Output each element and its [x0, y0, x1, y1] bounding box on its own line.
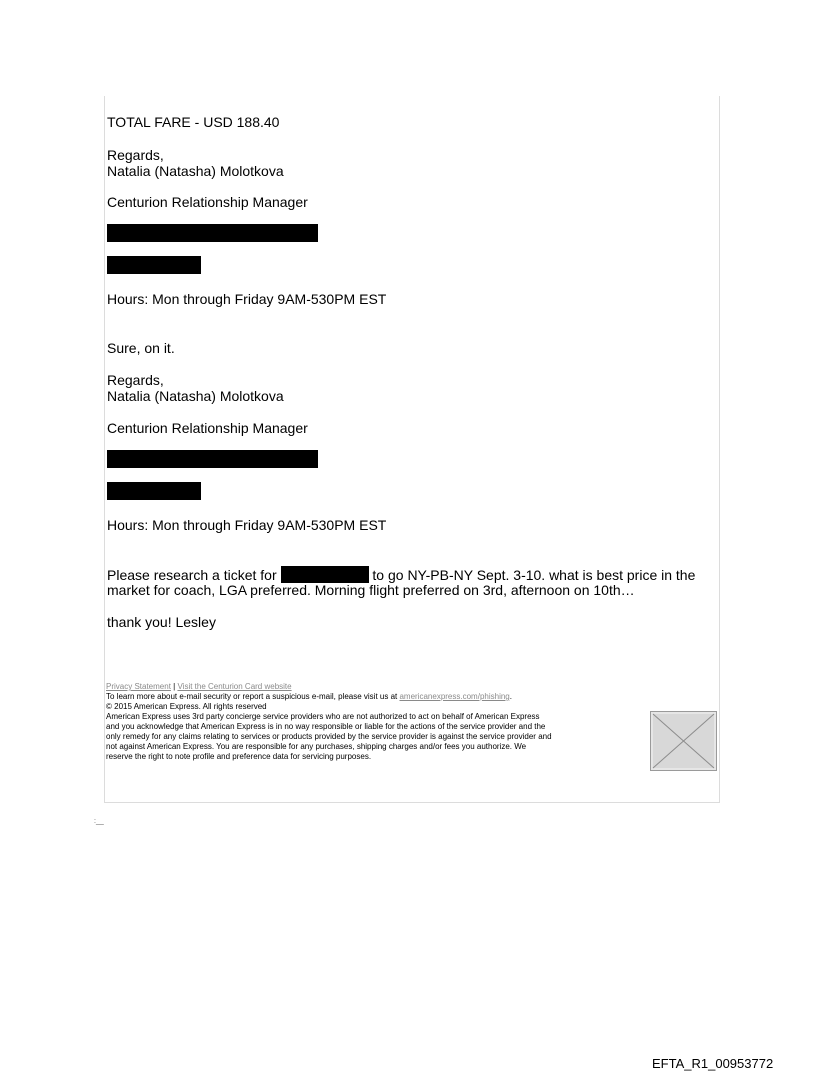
- sender-role: Centurion Relationship Manager: [107, 420, 308, 436]
- disclaimer-line: not against American Express. You are responsible for any purchases, shipping charges and/or fees you authorize. We: [106, 742, 527, 751]
- redaction-bar: [107, 256, 201, 274]
- inline-redaction-bar: [281, 566, 369, 583]
- request-line-1: [107, 566, 695, 583]
- disclaimer-line: American Express uses 3rd party concierge service providers who are not authorized to act on behalf of American Express: [106, 712, 540, 721]
- link-separator: |: [173, 682, 176, 691]
- hours-text: Hours: Mon through Friday 9AM-530PM EST: [107, 291, 387, 307]
- hours-text: Hours: Mon through Friday 9AM-530PM EST: [107, 517, 387, 533]
- centurion-website-link[interactable]: Visit the Centurion Card website: [177, 682, 292, 691]
- redaction-bar: [107, 482, 201, 500]
- request-text-before: Please research a ticket for: [107, 567, 277, 583]
- request-text-after: to go NY-PB-NY Sept. 3-10. what is best price in the: [372, 567, 696, 583]
- phishing-link[interactable]: americanexpress.com/phishing: [399, 692, 510, 701]
- redaction-bar: [107, 224, 318, 242]
- tiny-mark: :__: [94, 818, 104, 825]
- copyright-text: © 2015 American Express. All rights reserved: [106, 702, 267, 711]
- privacy-statement-link[interactable]: Privacy Statement: [106, 682, 171, 691]
- sender-role: Centurion Relationship Manager: [107, 194, 308, 210]
- disclaimer-line: and you acknowledge that American Express is in no way responsible or liable for the actions of the service provider and the: [106, 722, 546, 731]
- regards-text: Regards,: [107, 372, 164, 388]
- footer-links: [106, 682, 292, 692]
- security-text: To learn more about e-mail security or report a suspicious e-mail, please visit us at: [106, 692, 398, 701]
- sender-name: Natalia (Natasha) Molotkova: [107, 163, 284, 179]
- reply-message: Sure, on it.: [107, 340, 175, 356]
- redaction-bar: [107, 450, 318, 468]
- request-line-2: market for coach, LGA preferred. Morning flight preferred on 3rd, afternoon on 10th…: [107, 582, 635, 598]
- disclaimer-line: only remedy for any claims relating to services or products provided by the service provider is against the service provider and: [106, 732, 552, 741]
- regards-text: Regards,: [107, 147, 164, 163]
- document-id: EFTA_R1_00953772: [652, 1056, 774, 1071]
- total-fare-line: TOTAL FARE - USD 188.40: [107, 114, 280, 130]
- sender-name: Natalia (Natasha) Molotkova: [107, 388, 284, 404]
- signoff-text: thank you! Lesley: [107, 614, 216, 630]
- broken-image-icon: [650, 711, 717, 771]
- period-text: .: [509, 692, 512, 701]
- security-line: [106, 692, 512, 702]
- disclaimer-line: reserve the right to note profile and preference data for servicing purposes.: [106, 752, 372, 761]
